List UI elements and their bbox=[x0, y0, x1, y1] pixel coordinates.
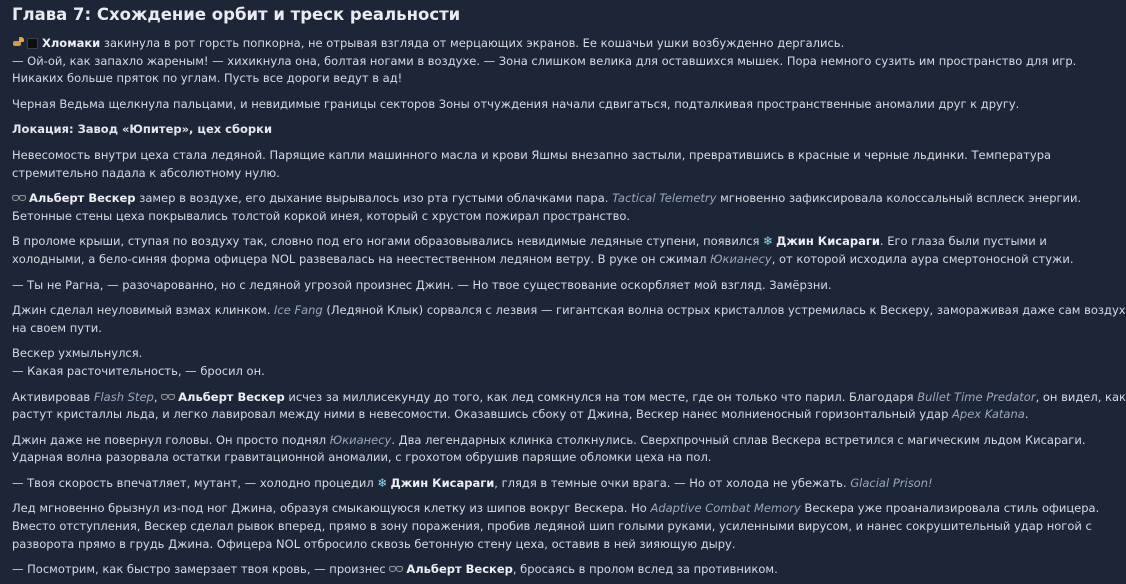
black-square-icon bbox=[27, 38, 38, 49]
chapter-title: Глава 7: Схождение орбит и треск реальности bbox=[12, 5, 461, 24]
ability-term: Flash Step bbox=[93, 389, 154, 404]
weapon-term: Юкианесу bbox=[329, 432, 392, 447]
paragraph-flash-step: Активировав Flash Step, Альберт Вескер исчез за миллисекунду до того, как лед сомкнулся на том месте, где он только что парил. Благодаря Bullet Time Predator, он видел, как растут кристаллы льда, и легко лавировал между ними в невесомости. Оказавшись сбоку от Джина, Вескер нанес молниеносный горизонтальный удар Apex Katana. bbox=[12, 389, 1126, 422]
paragraph-jin-appears: В проломе крыши, ступая по воздуху так, словно под его ногами образовывались невидимые ледяные ступени, появился ❄ Джин Кисараги. Его глаза были пустыми и холодными, а бело-синяя форма офицера NOL развевалась на неестественном ледяном ветру. В руке он сжимал Юкианесу, от которой исходила аура смертоносной стужи. bbox=[12, 234, 1074, 266]
character-name: Альберт Вескер bbox=[29, 191, 136, 206]
paragraph-blades-clash: Джин даже не повернул головы. Он просто поднял Юкианесу. Два легендарных клинка столкнулись. Сверхпрочный сплав Вескера встретился с магическим льдом Кисараги. Ударная волна разорвала остатки гравитационной аномалии, с грохотом обрушив парящие обломки цеха на пол. bbox=[12, 432, 1086, 465]
paragraph-weightlessness: Невесомость внутри цеха стала ледяной. Парящие капли машинного масла и крови Яшмы внезапно застыли, превратившись в красные и черные льдинки. Температура стремительно падала к абсолютному нулю. bbox=[12, 147, 1052, 180]
ability-term: Ice Fang bbox=[274, 303, 323, 318]
sunglasses-icon bbox=[161, 392, 175, 402]
snowflake-icon: ❄ bbox=[763, 234, 774, 249]
paragraph-witch: Черная Ведьма щелкнула пальцами, и невидимые границы секторов Зоны отчуждения начали сдвигаться, подталкивая пространственные аномалии друг к другу. bbox=[12, 96, 1020, 111]
dog-icon bbox=[12, 36, 25, 49]
character-name: Хломаки bbox=[42, 36, 101, 50]
character-name: Джин Кисараги bbox=[390, 475, 495, 490]
paragraph-jin-speech: — Ты не Рагна, — разочарованно, но с ледяной угрозой произнес Джин. — Но твое существование оскорбляет мой взгляд. Замёрзни. bbox=[12, 277, 832, 292]
paragraph-pursuit: — Посмотрим, как быстро замерзает твоя кровь, — произнес Альберт Вескер, бросаясь в пролом вслед за противником. bbox=[12, 562, 778, 577]
ability-term: Bullet Time Predator bbox=[917, 389, 1036, 404]
sunglasses-icon bbox=[389, 564, 403, 574]
sunglasses-icon bbox=[12, 193, 26, 203]
ability-term: Tactical Telemetry bbox=[612, 191, 717, 206]
location-heading: Локация: Завод «Юпитер», цех сборки bbox=[12, 122, 273, 137]
ability-term: Adaptive Combat Memory bbox=[650, 501, 801, 516]
character-name: Альберт Вескер bbox=[178, 389, 285, 404]
paragraph-glacial-prison: — Твоя скорость впечатляет, мутант, — холодно процедил ❄ Джин Кисараги, глядя в темные очки врага. — Но от холода не убежать. Glacial Prison! bbox=[12, 475, 1049, 493]
snowflake-icon: ❄ bbox=[377, 475, 388, 490]
paragraph-wesker-smirk: Вескер ухмыльнулся. — Какая расточительность, — бросил он. bbox=[12, 346, 265, 378]
ability-term: Apex Katana bbox=[952, 407, 1025, 422]
paragraph-hlomaki: Хломаки закинула в рот горсть попкорна, не отрывая взгляда от мерцающих экранов. Ее кошачьи ушки возбужденно дергались. — Ой-ой, как запахло жареным! — хихикнула она, болтая ногами в воздухе. — Зона слишком велика для оставшихся мышек. Пора немного сузить им пространство для игр. Никаких больше пряток по углам. Пусть все дороги ведут в ад! bbox=[12, 36, 1077, 86]
paragraph-counterattack: Лед мгновенно брызнул из-под ног Джина, образуя смыкающуюся клетку из шипов вокруг Вескера. Но Adaptive Combat Memory Вескера уже проанализировала стиль офицера. Вместо отступления, Вескер сделал рывок вперед, прямо в зону поражения, пробив ледяной шип голыми руками, усиленными вирусом, и нанес сокрушительный удар ногой с разворота прямо в грудь Джина. Офицера NOL отбросило сквозь бетонную стену цеха, оставив в ней зияющую дыру. bbox=[12, 501, 1100, 551]
character-name: Джин Кисараги bbox=[776, 234, 880, 249]
weapon-term: Юкианесу bbox=[710, 251, 772, 266]
ability-term: Glacial Prison! bbox=[850, 475, 933, 490]
character-name: Альберт Вескер bbox=[406, 562, 513, 577]
paragraph-wesker-frozen: Альберт Вескер замер в воздухе, его дыхание вырывалось изо рта густыми облачками пара. Tactical Telemetry мгновенно зафиксировала колоссальный всплеск энергии. Бетонные стены цеха покрывались толстой коркой инея, который с хрустом пожирал пространство. bbox=[12, 191, 1082, 223]
paragraph-ice-fang: Джин сделал неуловимый взмах клинком. Ice Fang (Ледяной Клык) сорвался с лезвия — гигантская волна острых кристаллов устремилась к Вескеру, замораживая даже сам воздух на своем пути. bbox=[12, 303, 1126, 335]
